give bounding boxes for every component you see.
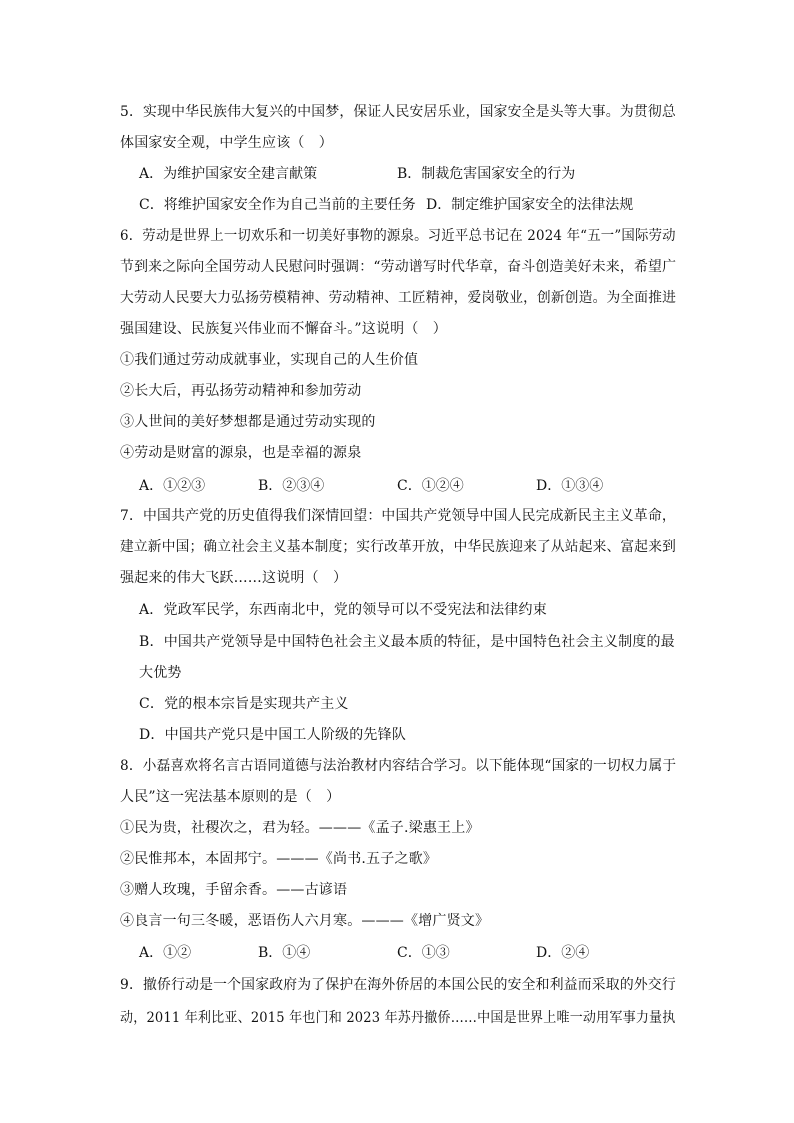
q6-stem-line-1: 6．劳动是世界上一切欢乐和一切美好事物的源泉。习近平总书记在 2024 年“五一”国际劳动: [120, 228, 676, 244]
q7-stem-line-2: 建立新中国；确立社会主义基本制度；实行改革开放，中华民族迎来了从站起来、富起来到: [120, 539, 677, 555]
q5-stem-line-2: 体国家安全观，中学生应该（ ）: [120, 135, 333, 151]
q8-statement-1: ①民为贵，社稷次之，君为轻。———《孟子.梁惠王上》: [120, 820, 480, 836]
q6-statement-1: ①我们通过劳动成就事业，实现自己的人生价值: [120, 352, 419, 368]
q7-option-d: D．中国共产党只是中国工人阶级的先锋队: [139, 727, 407, 743]
q6-option-b: B．②③④: [258, 478, 325, 494]
q8-statement-3: ③赠人玫瑰，手留余香。——古谚语: [120, 882, 348, 898]
q8-option-b: B．①④: [258, 945, 311, 961]
q7-option-a: A．党政军民学，东西南北中，党的领导可以不受宪法和法律约束: [139, 602, 547, 618]
q6-option-d: D．①③④: [536, 478, 604, 494]
q6-stem-line-3: 大劳动人民要大力弘扬劳模精神、劳动精神、工匠精神，爱岗敬业，创新创造。为全面推进: [120, 290, 677, 306]
q5-option-b: B．制裁危害国家安全的行为: [397, 166, 576, 182]
q7-stem-line-1: 7．中国共产党的历史值得我们深情回望：中国共产党领导中国人民完成新民主主义革命，: [120, 508, 676, 524]
q8-option-c: C．①③: [397, 945, 450, 961]
q8-statement-2: ②民惟邦本，本固邦宁。———《尚书.五子之歌》: [120, 851, 438, 867]
q8-option-d: D．②④: [536, 945, 590, 961]
q6-stem-line-4: 强国建设、民族复兴伟业而不懈奋斗。”这说明（ ）: [120, 321, 447, 337]
q5-option-c: C．将维护国家安全作为自己当前的主要任务: [139, 197, 416, 213]
q8-statement-4: ④良言一句三冬暖，恶语伤人六月寒。———《增广贤文》: [120, 913, 490, 929]
q6-option-a: A．①②③: [139, 478, 206, 494]
q5-option-d: D．制定维护国家安全的法律法规: [426, 197, 634, 213]
q9-stem-line-1: 9．撤侨行动是一个国家政府为了保护在海外侨居的本国公民的安全和利益而采取的外交行: [120, 977, 676, 993]
q8-option-a: A．①②: [139, 945, 192, 961]
q6-statement-2: ②长大后，再弘扬劳动精神和参加劳动: [120, 383, 362, 399]
q7-option-c: C．党的根本宗旨是实现共产主义: [139, 696, 349, 712]
q5-option-a: A．为维护国家安全建言献策: [139, 166, 318, 182]
q9-stem-line-2: 动，2011 年利比亚、2015 年也门和 2023 年苏丹撤侨……中国是世界上唯一动用军事力量执: [120, 1010, 676, 1026]
q7-option-b-line-2: 大优势: [139, 665, 182, 681]
q6-stem-line-2: 节到来之际向全国劳动人民慰问时强调：“劳动谱写时代华章，奋斗创造美好未来，希望广: [120, 259, 677, 275]
q6-statement-3: ③人世间的美好梦想都是通过劳动实现的: [120, 414, 376, 430]
q8-stem-line-2: 人民”这一宪法基本原则的是（ ）: [120, 789, 341, 805]
q5-stem-line-1: 5．实现中华民族伟大复兴的中国梦，保证人民安居乐业，国家安全是头等大事。为贯彻总: [120, 104, 676, 120]
q8-stem-line-1: 8．小磊喜欢将名言古语同道德与法治教材内容结合学习。以下能体现“国家的一切权力属于: [120, 758, 677, 774]
q7-option-b-line-1: B．中国共产党领导是中国特色社会主义最本质的特征，是中国特色社会主义制度的最: [139, 634, 675, 650]
q7-stem-line-3: 强起来的伟大飞跃……这说明（ ）: [120, 570, 348, 586]
q6-option-c: C．①②④: [397, 478, 464, 494]
q6-statement-4: ④劳动是财富的源泉，也是幸福的源泉: [120, 445, 362, 461]
